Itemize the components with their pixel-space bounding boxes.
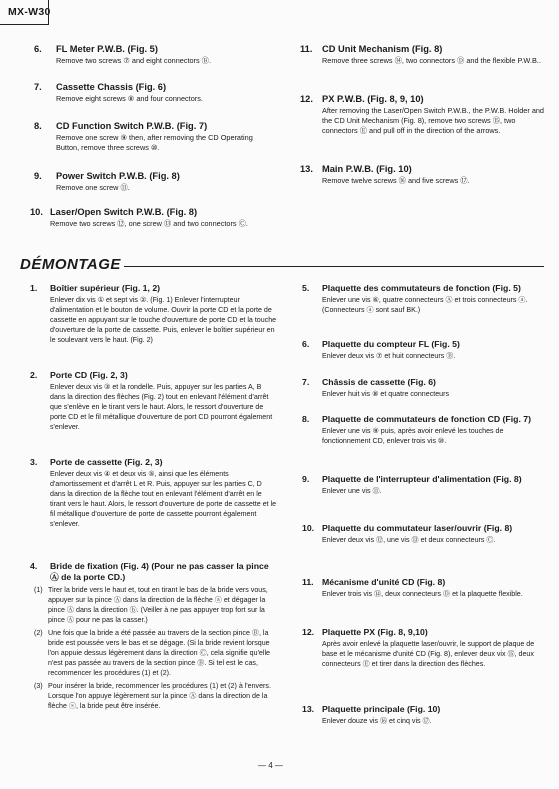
item-body: Enlever une vis ⑪. xyxy=(322,486,382,495)
item-title: Plaquette du compteur FL (Fig. 5) xyxy=(322,339,460,349)
fr-item-4-steps xyxy=(34,585,278,711)
item-body: Enlever deux vis ④ et deux vis ⑤, ainsi que les éléments d'amortissement et d'arrêt L et R. Puis, appuyer sur les parties C, D dans la direction de la flèche tout en enlevant l'élément d'arrêt en le tirant vers le haut. Alors, le ressort d'ouverture de porte de cassette et le fil métallique d'ouverture de porte de cassette pourront également s'enlever. xyxy=(50,469,277,528)
item-number: 3. xyxy=(30,457,38,467)
item-number: 13. xyxy=(302,704,315,714)
fr-item-12 xyxy=(302,627,548,669)
model-label: MX-W30 xyxy=(8,6,51,18)
item-title: Bride de fixation (Fig. 4) (Pour ne pas casser la pince Ⓐ de la porte CD.) xyxy=(50,561,269,582)
item-number: 7. xyxy=(302,377,310,387)
en-item-13 xyxy=(300,164,546,186)
item-title: Plaquette PX (Fig. 8, 9,10) xyxy=(322,627,428,637)
item-body: Enlever trois vis ⑭, deux connecteurs Ⓓ et la plaquette flexible. xyxy=(322,589,523,598)
item-title: Plaquette du commutateur laser/ouvrir (Fig. 8) xyxy=(322,523,513,533)
model-tag-rule-vertical xyxy=(48,0,49,25)
step-row xyxy=(34,585,278,625)
item-number: 8. xyxy=(34,121,42,131)
fr-item-8 xyxy=(302,414,548,446)
item-body: Enlever dix vis ① et sept vis ②. (Fig. 1) Enlever l'interrupteur d'alimentation et le bouton de volume. Ouvrir la porte CD et la porte de cassette en appuyant sur le touche d'ouverture de porte CD et la touche d'ouverture de la porte de cassette. Puis, enlever le boîtier supérieur en le soulevant vers le haut. (Fig. 2) xyxy=(50,295,277,344)
item-number: 12. xyxy=(302,627,315,637)
item-title: Porte CD (Fig. 2, 3) xyxy=(50,370,128,380)
item-number: 9. xyxy=(302,474,310,484)
item-number: 2. xyxy=(30,370,38,380)
item-title: Châssis de cassette (Fig. 6) xyxy=(322,377,436,387)
step-marker: (3) xyxy=(34,682,43,690)
fr-item-6 xyxy=(302,339,548,361)
item-body: Remove one screw ⑨ then, after removing the CD Operating Button, remove three screws ⑩. xyxy=(56,133,253,153)
fr-item-11 xyxy=(302,577,548,599)
item-body: Remove two screws ⑦ and eight connectors Ⓑ. xyxy=(56,56,211,65)
item-title: Boîtier supérieur (Fig. 1, 2) xyxy=(50,283,161,293)
item-title: CD Unit Mechanism (Fig. 8) xyxy=(322,44,443,54)
item-body: Après avoir enlevé la plaquette laser/ouvrir, le support de plaque de base et le mécanisme d'unité CD (Fig. 8), enlever deux vix ⑮, deux connecteurs Ⓔ et tirer dans la direction des flèches. xyxy=(322,639,535,668)
step-row xyxy=(34,681,278,711)
item-body: Enlever une vis ⑨ puis, après avoir enlevé les touches de fonctionnement CD, enlever trois vis ⑩. xyxy=(322,426,504,445)
item-number: 6. xyxy=(34,44,42,54)
item-number: 4. xyxy=(30,561,38,571)
item-number: 1. xyxy=(30,283,38,293)
item-title: PX P.W.B. (Fig. 8, 9, 10) xyxy=(322,94,424,104)
fr-item-2 xyxy=(30,370,278,432)
step-text: Tirer la bride vers le haut et, tout en tirant le bas de la bride vers vous, appuyer sur la pince Ⓐ dans la direction de la flèche ⓐ et dégager la pince Ⓐ dans la direction ⓑ. (Veiller à ne pas appuyer trop fort sur la pince Ⓐ pour ne pas la casser.) xyxy=(48,586,268,624)
item-title: CD Function Switch P.W.B. (Fig. 7) xyxy=(56,121,208,131)
page-number: — 4 — xyxy=(258,761,283,770)
item-number: 9. xyxy=(34,171,42,181)
item-title: FL Meter P.W.B. (Fig. 5) xyxy=(56,44,158,54)
item-number: 11. xyxy=(300,44,313,54)
fr-item-4 xyxy=(30,561,278,582)
item-title: Plaquette des commutateurs de fonction (Fig. 5) xyxy=(322,283,521,293)
item-body: After removing the Laser/Open Switch P.W.B., the P.W.B. Holder and the CD Unit Mechanism (Fig. 8), remove two screws ⑮, two connectors Ⓔ and pull off in the direction of the arrows. xyxy=(322,106,544,136)
item-title: Main P.W.B. (Fig. 10) xyxy=(322,164,412,174)
item-body: Enlever une vis ⑥, quatre connecteurs Ⓐ et trois connecteurs ⓐ. (Connecteurs ⓐ sont sauf BK.) xyxy=(322,295,528,314)
en-item-8 xyxy=(34,121,276,153)
item-number: 13. xyxy=(300,164,313,174)
fr-item-1 xyxy=(30,283,278,345)
item-body: Enlever huit vis ⑧ et quatre connecteurs xyxy=(322,389,450,398)
item-body: Remove twelve screws ⑯ and five screws ⑰. xyxy=(322,176,470,185)
step-marker: (2) xyxy=(34,629,43,637)
en-item-12 xyxy=(300,94,546,137)
en-item-10 xyxy=(30,207,276,229)
fr-item-5 xyxy=(302,283,548,315)
en-item-7 xyxy=(34,82,276,104)
step-row xyxy=(34,628,278,678)
item-title: Plaquette de commutateurs de fonction CD (Fig. 7) xyxy=(322,414,532,424)
item-body: Remove two screws ⑫, one screw ⑬ and two connectors Ⓒ. xyxy=(50,219,248,228)
en-item-11 xyxy=(300,44,546,66)
item-number: 12. xyxy=(300,94,313,104)
fr-item-9 xyxy=(302,474,548,496)
item-number: 7. xyxy=(34,82,42,92)
fr-item-10 xyxy=(302,523,548,545)
item-body: Remove eight screws ⑧ and four connectors. xyxy=(56,94,203,103)
item-body: Enlever deux vis ⑫, une vis ⑬ et deux connecteurs Ⓒ. xyxy=(322,535,496,544)
item-title: Mécanisme d'unité CD (Fig. 8) xyxy=(322,577,446,587)
item-body: Remove three screws ⑭, two connectors Ⓓ and the flexible P.W.B.. xyxy=(322,56,541,65)
item-number: 6. xyxy=(302,339,310,349)
step-text: Pour insérer la bride, recommencer les procédures (1) et (2) à l'envers. Lorsque l'on appuye légèrement sur la pince Ⓐ dans la direction de la flèche ⓢ, la bride peut être insérée. xyxy=(48,682,271,710)
section-title: DÉMONTAGE xyxy=(20,256,121,273)
item-number: 11. xyxy=(302,577,314,587)
item-number: 5. xyxy=(302,283,310,293)
item-body: Enlever deux vis ③ et la rondelle. Puis, appuyer sur les parties A, B dans la direction des flèches (Fig. 2) tout en enlevant l'élément d'arrêt que s'enlève en le tirant vers le haut. Alors, le ressort d'ouverture de porte CD et le fil métallique d'ouverture de port CD pourront également s'enlever. xyxy=(50,382,273,431)
section-rule xyxy=(124,266,544,267)
item-title: Cassette Chassis (Fig. 6) xyxy=(56,82,167,92)
item-title: Plaquette de l'interrupteur d'alimentation (Fig. 8) xyxy=(322,474,522,484)
fr-item-7 xyxy=(302,377,548,399)
fr-item-3 xyxy=(30,457,278,529)
item-title: Porte de cassette (Fig. 2, 3) xyxy=(50,457,163,467)
en-item-9 xyxy=(34,171,276,193)
step-text: Une fois que la bride a été passée au travers de la section pince Ⓑ, la bride est poussée vers le bas et se dégage. (Si la bride revient lorsque l'on appuie dessus légèrement dans la direction Ⓒ, cela signifie qu'elle n'est pas passée au travers de la section pince Ⓑ. Si tel est le cas, recommencer les procédures (1) et (2). xyxy=(48,629,270,677)
item-body: Remove one screw ⑪. xyxy=(56,183,130,192)
item-title: Plaquette principale (Fig. 10) xyxy=(322,704,441,714)
item-title: Power Switch P.W.B. (Fig. 8) xyxy=(56,171,180,181)
item-number: 8. xyxy=(302,414,310,424)
item-number: 10. xyxy=(30,207,43,217)
item-number: 10. xyxy=(302,523,315,533)
fr-item-13 xyxy=(302,704,548,726)
item-body: Enlever douze vis ⑯ et cinq vis ⑰. xyxy=(322,716,432,725)
item-title: Laser/Open Switch P.W.B. (Fig. 8) xyxy=(50,207,198,217)
model-tag-rule xyxy=(0,24,48,25)
en-item-6 xyxy=(34,44,276,66)
step-marker: (1) xyxy=(34,586,43,594)
item-body: Enlever deux vis ⑦ et huit connecteurs Ⓑ. xyxy=(322,351,456,360)
